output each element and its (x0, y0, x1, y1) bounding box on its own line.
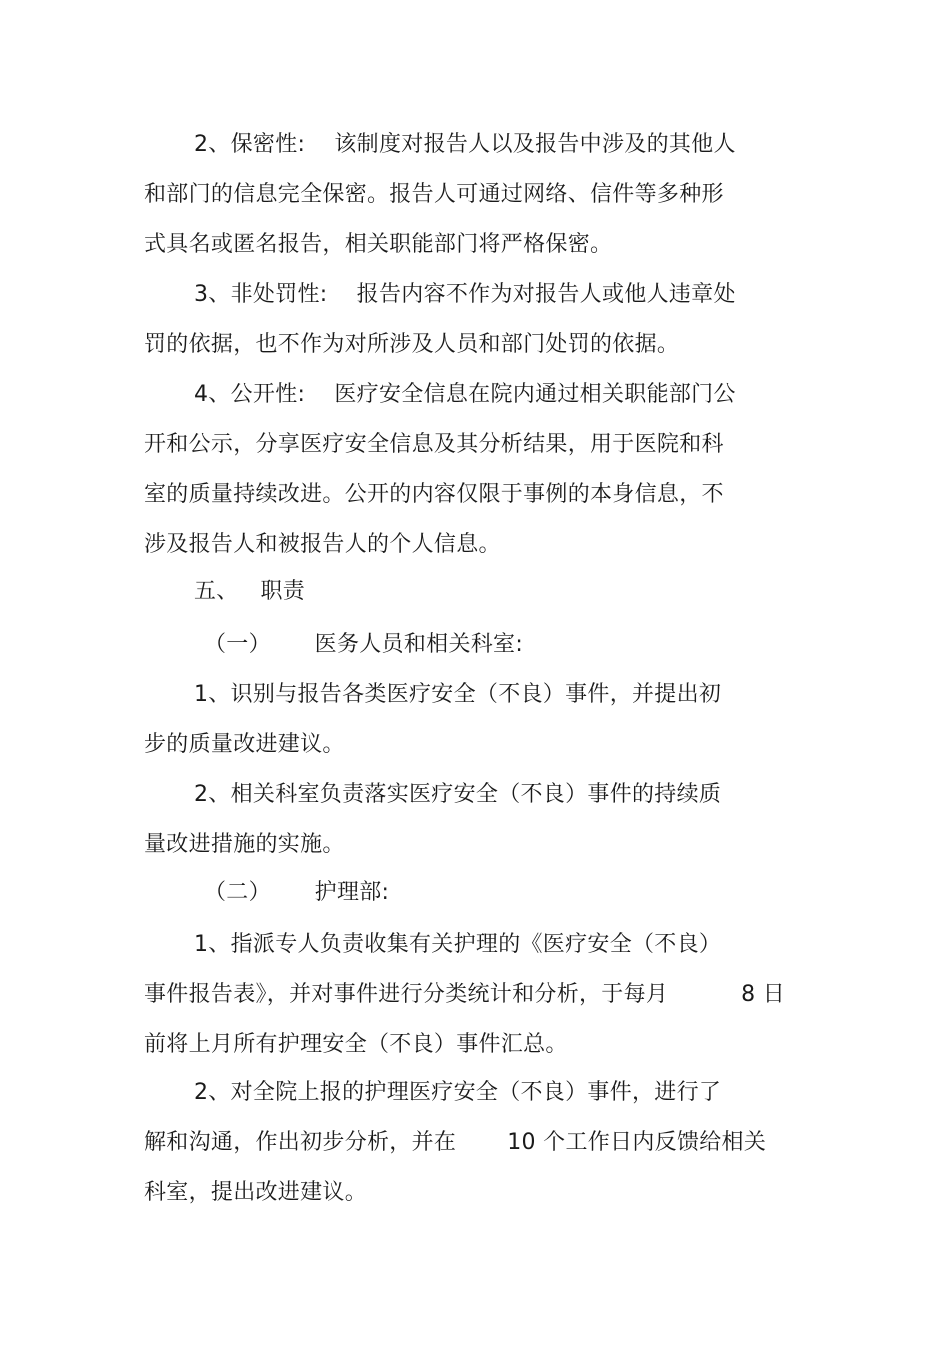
text-line: 罚的依据，也不作为对所涉及人员和部门处罚的依据。 (144, 332, 680, 357)
text-line: 式具名或匿名报告，相关职能部门将严格保密。 (144, 232, 613, 257)
text-line: 1、指派专人负责收集有关护理的《医疗安全（不良） (194, 932, 722, 957)
text-line: 4、公开性: 医疗安全信息在院内通过相关职能部门公 (194, 382, 736, 407)
text-line: 事件报告表》，并对事件进行分类统计和分析，于每月 8 日 (144, 982, 786, 1007)
text-line: 2、相关科室负责落实医疗安全（不良）事件的持续质 (194, 782, 722, 807)
text-line: 2、保密性: 该制度对报告人以及报告中涉及的其他人 (194, 132, 736, 157)
text-line: 1、识别与报告各类医疗安全（不良）事件，并提出初 (194, 682, 722, 707)
text-line: 和部门的信息完全保密。报告人可通过网络、信件等多种形 (144, 182, 724, 207)
text-line: 解和沟通，作出初步分析，并在 10 个工作日内反馈给相关 (144, 1130, 767, 1155)
text-line: 2、对全院上报的护理医疗安全（不良）事件，进行了 (194, 1080, 722, 1105)
text-line: 科室，提出改进建议。 (144, 1180, 368, 1205)
text-line: 3、非处罚性: 报告内容不作为对报告人或他人违章处 (194, 282, 736, 307)
text-line: 开和公示，分享医疗安全信息及其分析结果，用于医院和科 (144, 432, 724, 457)
section-heading: 五、 职责 (194, 579, 306, 604)
text-line: 前将上月所有护理安全（不良）事件汇总。 (144, 1032, 568, 1057)
subsection-heading: （二） 护理部: (204, 880, 390, 905)
text-line: 室的质量持续改进。公开的内容仅限于事例的本身信息，不 (144, 482, 724, 507)
text-line: 涉及报告人和被报告人的个人信息。 (144, 532, 501, 557)
text-line: 步的质量改进建议。 (144, 732, 345, 757)
subsection-heading: （一） 医务人员和相关科室: (204, 632, 524, 657)
text-line: 量改进措施的实施。 (144, 832, 345, 857)
